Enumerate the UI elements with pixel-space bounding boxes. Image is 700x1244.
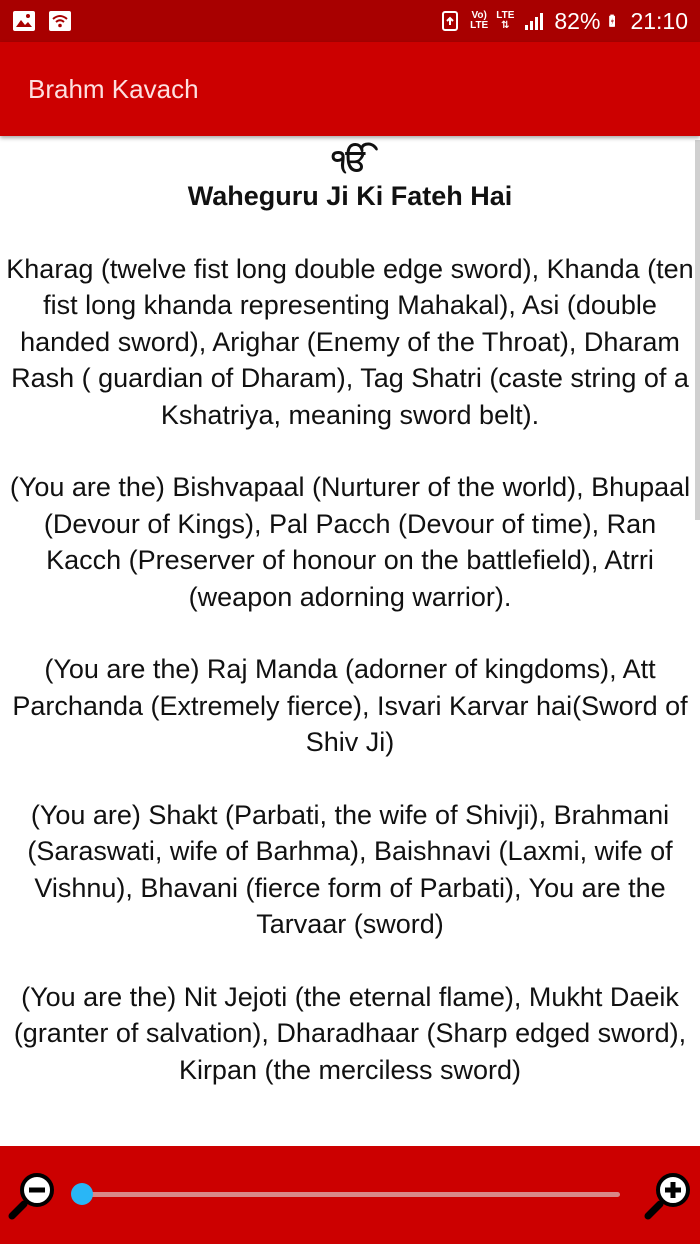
- scrollbar-thumb[interactable]: [695, 140, 700, 520]
- paragraph: (You are) Shakt (Parbati, the wife of Shivji), Brahmani (Saraswati, wife of Barhma), Baishnavi (Laxmi, wife of Vishnu), Bhavani (fierce form of Parbati), You are the Tarvaar (sword): [27, 799, 673, 939]
- content-heading: Waheguru Ji Ki Fateh Hai: [187, 181, 513, 211]
- volte-indicator: Vo) LTE: [470, 10, 489, 31]
- paragraph: (You are the) Nit Jejoti (the eternal flame), Mukht Daeik (granter of salvation), Dharadhaar (Sharp edged sword), Kirpan (the merciless sword): [13, 981, 687, 1085]
- zoom-slider-thumb[interactable]: [71, 1183, 93, 1205]
- status-left-icons: [12, 9, 72, 33]
- battery-charging-icon: [608, 9, 622, 33]
- app-title: Brahm Kavach: [28, 73, 199, 104]
- status-bar: [0, 0, 700, 42]
- app-bar: [0, 42, 700, 136]
- gallery-notification-icon: [12, 9, 36, 33]
- battery-percent: 82%: [554, 7, 601, 34]
- paragraph: Kharag (twelve fist long double edge sword), Khanda (ten fist long khanda representing Mahakal), Asi (double handed sword), Arighar (Enemy of the Throat), Dharam Rash ( guardian of Dharam), Tag Shatri (caste string of a Kshatriya, meaning sword belt).: [6, 253, 694, 430]
- signal-strength-icon: [522, 9, 546, 33]
- paragraph: (You are the) Raj Manda (adorner of kingdoms), Att Parchanda (Extremely fierce), Isvari Karvar hai(Sword of Shiv Ji): [12, 654, 688, 757]
- data-saver-icon: [438, 9, 462, 33]
- clock: 21:10: [630, 7, 688, 34]
- lte-indicator: LTE ⇅: [496, 10, 515, 31]
- gurbani-text-content[interactable]: [0, 136, 700, 1146]
- zoom-out-icon[interactable]: [6, 1168, 60, 1222]
- ik-onkar-symbol: ੴ: [331, 144, 369, 177]
- zoom-slider-track[interactable]: [80, 1192, 620, 1197]
- zoom-in-icon[interactable]: [642, 1168, 696, 1222]
- wifi-notification-icon: [48, 9, 72, 33]
- status-right-icons: [438, 8, 688, 35]
- paragraph: (You are the) Bishvapaal (Nurturer of the world), Bhupaal (Devour of Kings), Pal Pacch (Devour of time), Ran Kacch (Preserver of honour on the battlefield), Atrri (weapon adorning warrior).: [9, 472, 691, 612]
